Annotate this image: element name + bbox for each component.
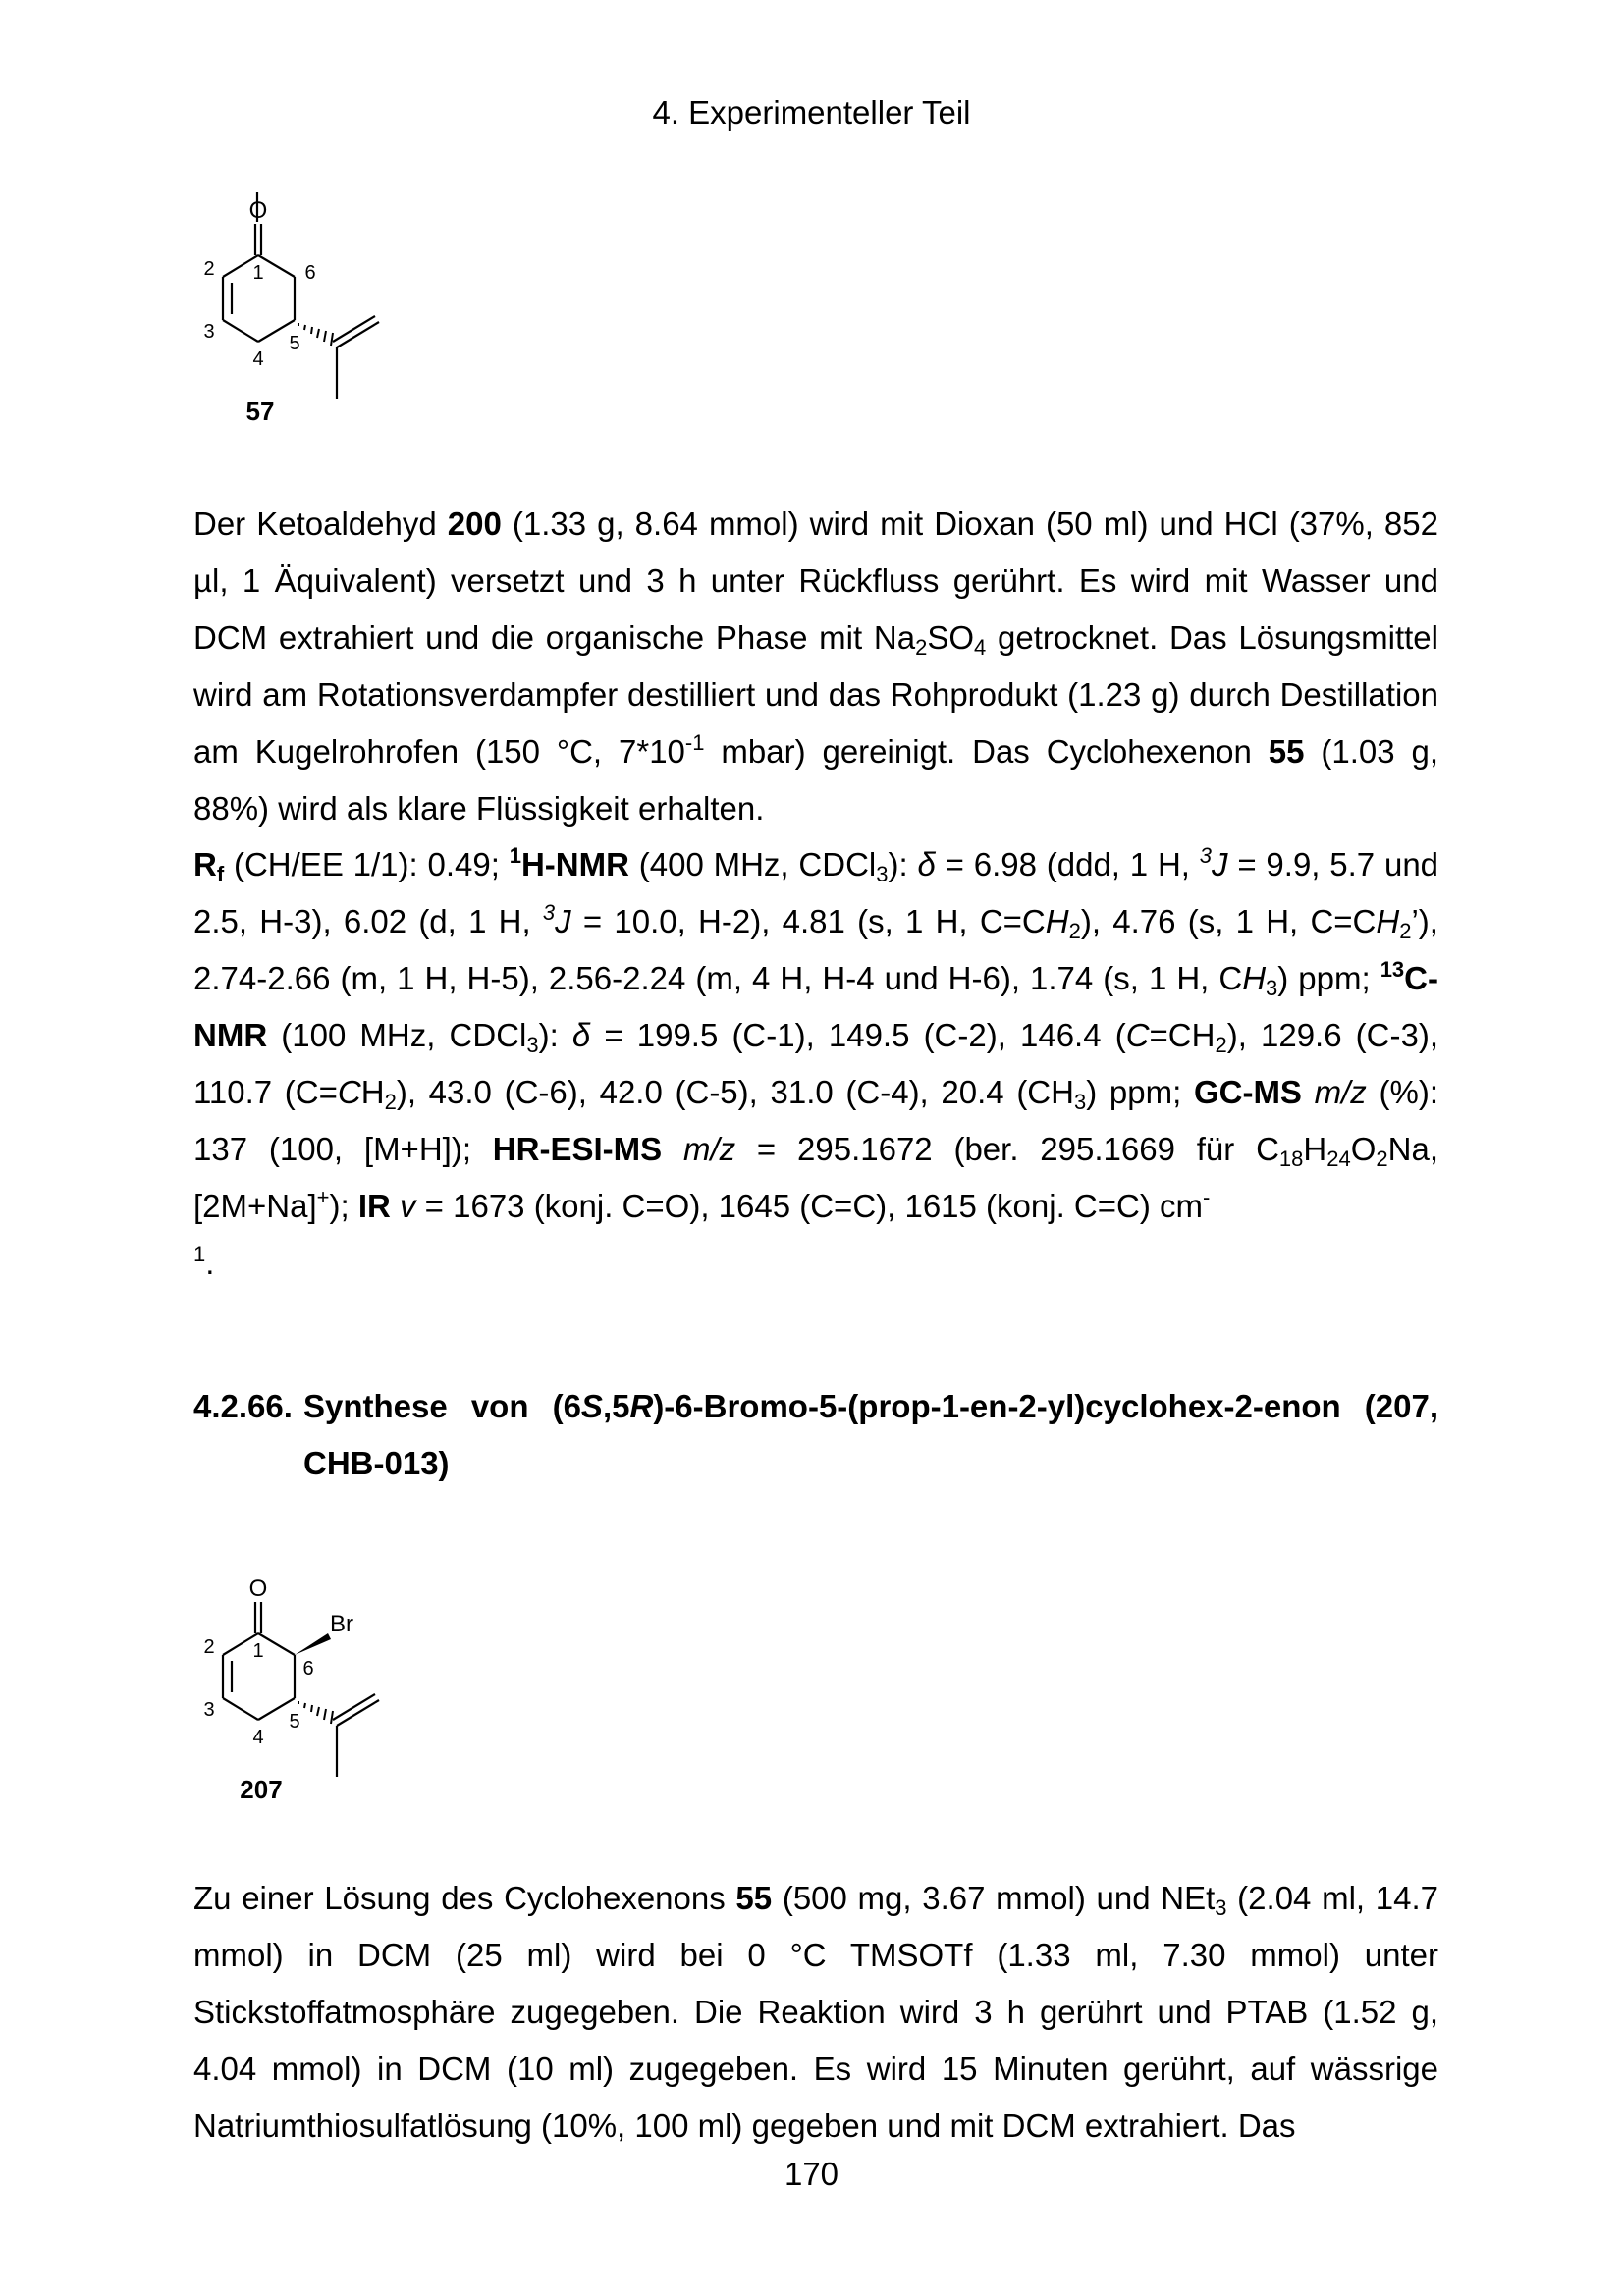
bold-run: C-NMR [193,960,1438,1053]
superscript: 3 [542,900,556,925]
compound-label: 57 [245,397,275,426]
superscript: -1 [684,730,705,755]
subscript: 4 [974,635,987,660]
atom-number-4: 4 [252,348,264,370]
text-run: (1.33 g, 8.64 mmol) wird mit Dioxan (50 ml) und HCl (37%, 852 µl, 1 Äquivalent) versetzt und 3 h unter Rückfluss gerührt. Es wird mit Wasser und DCM extrahiert und die organische Phase mit Na [193,506,1438,656]
subscript: 2 [1068,919,1081,943]
italic-run: m/z [1314,1074,1367,1110]
hashed-wedge-bond [298,323,333,346]
text-run: ), 129.6 (C-3), 110.7 (C= [193,1017,1439,1110]
subscript: 18 [1278,1147,1304,1171]
text-run: ): [538,1017,572,1053]
solid-wedge-bond [295,1633,331,1655]
italic-run: C [1125,1017,1150,1053]
text-run: H [1303,1131,1327,1167]
structure-207 [187,1569,422,1814]
superscript: 1 [509,843,521,868]
compound-reference: 55 [735,1880,773,1916]
procedure-paragraph-57 [193,496,1438,837]
superscript: 13 [1380,957,1405,982]
text-run: Synthese von (6 [303,1388,581,1424]
compound-reference: 55 [1268,733,1305,770]
text-run: = 6.98 (ddd, 1 H, [935,846,1200,882]
hashed-wedge-bond [298,1701,333,1724]
italic-run: δ [571,1017,591,1053]
text-run [662,1131,683,1167]
italic-run: C [337,1074,361,1110]
italic-run: δ [917,846,936,882]
text-run: (1.03 g, 88%) wird als klare Flüssigkeit erhalten. [193,733,1439,827]
atom-number-3: 3 [203,321,215,343]
subscript: f [216,862,225,886]
italic-run: v [400,1188,416,1224]
text-run: ) ppm; [1277,960,1380,996]
atom-number-2: 2 [203,258,215,280]
page-number: 170 [784,2156,839,2192]
text-run: ’), 2.74-2.66 (m, 1 H, H-5), 2.56-2.24 (m, 4 H, H-4 und H-6), 1.74 (s, 1 H, C [193,903,1438,996]
structure-207-drawing [187,1569,422,1814]
section-title [193,1378,1438,1492]
subscript: 24 [1326,1147,1351,1171]
superscript: 1 [193,1242,206,1266]
text-run: =CH [1149,1017,1216,1053]
superscript: 3 [1199,843,1213,868]
superscript: + [316,1185,330,1209]
atom-number-5: 5 [289,1711,300,1733]
text-run [391,1188,400,1224]
italic-run: J [555,903,571,939]
text-run: ), 4.76 (s, 1 H, C=C [1080,903,1377,939]
subscript: 2 [384,1090,397,1114]
text-run: Zu einer Lösung des Cyclohexenons [193,1880,736,1916]
bold-run: R [193,846,217,882]
text-run: ): [888,846,918,882]
running-header: 4. Experimenteller Teil [652,94,971,131]
text-run: = 10.0, H-2), 4.81 (s, 1 H, C=C [570,903,1046,939]
text-run: (100 MHz, CDCl [267,1017,527,1053]
text-run: . [205,1245,215,1281]
atom-number-2: 2 [203,1636,215,1658]
text-run: (%): 137 (100, [M+H]); [193,1074,1438,1167]
bold-run: IR [357,1188,391,1224]
text-run: ) ppm; [1086,1074,1194,1110]
text-run [1302,1074,1315,1110]
atom-number-3: 3 [203,1699,215,1721]
bold-run: HR-ESI-MS [492,1131,663,1167]
subscript: 2 [1215,1033,1227,1057]
subscript: 3 [526,1033,539,1057]
italic-run: m/z [682,1131,736,1167]
atom-number-5: 5 [289,333,300,354]
text-run: (400 MHz, CDCl [628,846,877,882]
text-run: = 1673 (konj. C=O), 1645 (C=C), 1615 (konj. C=C) cm [415,1188,1204,1224]
text-run: O [1350,1131,1377,1167]
subscript: 2 [1399,919,1412,943]
atom-oxygen: O [248,1575,268,1602]
bold-run: H-NMR [520,846,629,882]
italic-run: H [1376,903,1400,939]
text-run: ); [329,1188,358,1224]
italic-run: J [1212,846,1228,882]
atom-number-1: 1 [252,1640,264,1662]
text-run: ,5 [602,1388,630,1424]
subscript: 3 [1073,1090,1087,1114]
subscript: 3 [1215,1896,1227,1920]
atom-bromine: Br [330,1611,353,1637]
text-run: = 199.5 (C-1), 149.5 (C-2), 146.4 ( [590,1017,1126,1053]
subscript: 3 [876,862,889,886]
text-run: = 9.9, 5.7 und 2.5, H-3), 6.02 (d, 1 H, [193,846,1439,939]
subscript: 2 [915,635,928,660]
text-run: ), 43.0 (C-6), 42.0 (C-5), 31.0 (C-4), 20.4 (CH [396,1074,1074,1110]
text-run: Na, [2M+Na] [193,1131,1438,1224]
italic-run: H [1242,960,1267,996]
atom-number-1: 1 [252,262,264,284]
italic-run: R [629,1388,654,1424]
text-run: Der Ketoaldehyd [193,506,448,542]
structure-57-drawing [187,192,403,438]
characterization-paragraph-57 [193,836,1438,1292]
subscript: 3 [1266,976,1278,1000]
text-run: (500 mg, 3.67 mmol) und NEt [772,1880,1216,1916]
text-run: H [360,1074,385,1110]
atom-number-6: 6 [304,262,316,284]
text-run: (CH/EE 1/1): 0.49; [224,846,510,882]
text-run: )-6-Bromo-5-(prop-1-en-2-yl)cyclohex-2-enon (207, CHB-013) [303,1388,1438,1481]
text-run: getrocknet. Das Lösungsmittel wird am Rotationsverdampfer destilliert und das Rohprodukt (1.23 g) durch Destillation am Kugelrohrofen (150 °C, 7*10 [193,619,1438,770]
text-run: SO [927,619,975,656]
section-heading [193,1378,1438,1492]
text-run: (2.04 ml, 14.7 mmol) in DCM (25 ml) wird bei 0 °C TMSOTf (1.33 ml, 7.30 mmol) unter Stickstoffatmosphäre zugegeben. Die Reaktion wird 3 h gerührt und PTAB (1.52 g, 4.04 mmol) in DCM (10 ml) zugegeben. Es wird 15 Minuten gerührt, auf wässrige Natriumthiosulfatlösung (10%, 100 ml) gegeben und mit DCM extrahiert. Das [193,1880,1438,2144]
atom-oxygen: O [248,197,268,224]
structure-57 [187,192,403,438]
compound-label: 207 [240,1775,283,1804]
italic-run: S [580,1388,603,1424]
subscript: 2 [1376,1147,1388,1171]
atom-number-4: 4 [252,1727,264,1748]
section-number: 4.2.66. [193,1388,293,1424]
text-run: mbar) gereinigt. Das Cyclohexenon [704,733,1269,770]
compound-reference: 200 [447,506,502,542]
atom-number-6: 6 [302,1658,314,1680]
superscript: - [1203,1185,1211,1209]
text-run: = 295.1672 (ber. 295.1669 für C [735,1131,1279,1167]
procedure-paragraph-207 [193,1870,1438,2155]
bold-run: GC-MS [1193,1074,1302,1110]
italic-run: H [1045,903,1069,939]
